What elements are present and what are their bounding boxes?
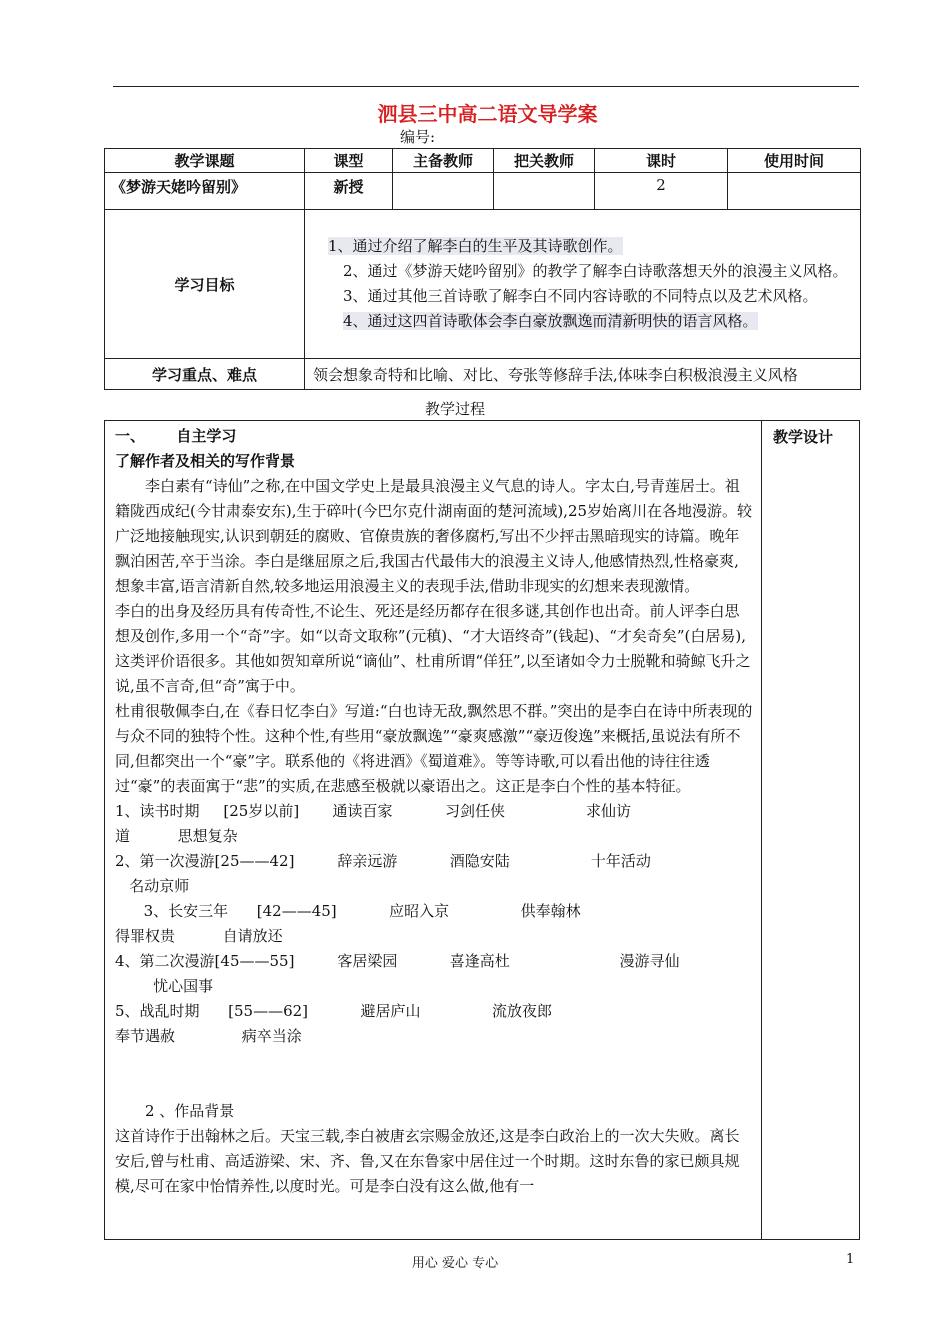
- keypoints-text: 领会想象奇特和比喻、对比、夸张等修辞手法,体味李白积极浪漫主义风格: [305, 359, 861, 390]
- timeline-line: 道 思想复杂: [115, 827, 238, 845]
- process-table: [104, 420, 860, 1240]
- serial-label: 编号:: [400, 128, 436, 146]
- design-column-header: 教学设计: [773, 428, 834, 446]
- lesson-type: 新授: [305, 173, 393, 210]
- footer-motto: 用心 爱心 专心: [411, 1256, 499, 1271]
- timeline-line: 1、读书时期 [25岁以前] 通读百家 习剑任侠 求仙访: [115, 802, 632, 820]
- section-heading: 一、 自主学习: [115, 427, 237, 445]
- lesson-topic: 《梦游天姥吟留别》: [105, 173, 305, 210]
- background-heading: 2 、作品背景: [145, 1102, 235, 1120]
- header-cell: 教学课题: [105, 149, 305, 173]
- keypoints-row: [105, 359, 861, 390]
- review-teacher: [494, 173, 595, 210]
- timeline-line: 5、战乱时期 [55——62] 避居庐山 流放夜郎: [115, 1002, 553, 1020]
- header-cell: 课时: [595, 149, 728, 173]
- goal-item: 2、通过《梦游天姥吟留别》的教学了解李白诗歌落想天外的浪漫主义风格。: [343, 262, 848, 280]
- timeline-line: 4、第二次漫游[45——55] 客居梁园 喜逢高杜 漫游寻仙: [115, 952, 680, 970]
- section-subheading: 了解作者及相关的写作背景: [115, 452, 296, 470]
- goal-item: 1、通过介绍了解李白的生平及其诗歌创作。: [328, 237, 623, 255]
- timeline-line: 3、长安三年 [42——45] 应昭入京 供奉翰林: [115, 902, 581, 920]
- character-paragraph: 杜甫很敬佩李白,在《春日忆李白》写道:“白也诗无敌,飘然思不群。”突出的是李白在诗中所表现的与众不同的独特个性。这种个性,有些用“豪放飘逸”“豪爽感激”“豪迈俊逸”来概括,虽说法有所不同,但都突出一个“豪”字。联系他的《将进酒》《蜀道难》。等等诗歌,可以看出他的诗往往透过“豪”的表面寓于“悲”的实质,在悲感至极就以豪语出之。这正是李白个性的基本特征。: [115, 702, 753, 795]
- process-content: [115, 424, 753, 1199]
- goal-item: 3、通过其他三首诗歌了解李白不同内容诗歌的不同特点以及艺术风格。: [343, 287, 818, 305]
- timeline-line: 名动京师: [115, 877, 190, 895]
- table-row: [105, 173, 861, 210]
- goals-cell: [305, 210, 861, 359]
- header-cell: 把关教师: [494, 149, 595, 173]
- header-cell: 使用时间: [728, 149, 861, 173]
- process-label: 教学过程: [424, 400, 485, 418]
- class-hours: 2: [595, 173, 728, 210]
- lead-teacher: [393, 173, 494, 210]
- column-divider: [761, 421, 762, 1239]
- keypoints-label: 学习重点、难点: [105, 359, 305, 390]
- timeline-line: 忧心国事: [115, 977, 214, 995]
- background-paragraph: 这首诗作于出翰林之后。天宝三载,李白被唐玄宗赐金放还,这是李白政治上的一次大失败。离长安后,曾与杜甫、高适游梁、宋、齐、鲁,又在东鲁家中居住过一个时期。这时东鲁的家已颇具规模,尽可在家中怡情养性,以度时光。可是李白没有这么做,他有一: [115, 1127, 740, 1195]
- criticism-paragraph: 李白的出身及经历具有传奇性,不论生、死还是经历都存在很多谜,其创作也出奇。前人评李白思想及创作,多用一个“奇”字。如“以奇文取称”(元稹)、“才大语终奇”(钱起)、“才矣奇矣”(白居易),这类评价语很多。其他如贺知章所说“谪仙”、杜甫所谓“佯狂”,以至诸如令力士脱靴和骑鲸飞升之说,虽不言奇,但“奇”寓于中。: [115, 602, 751, 695]
- timeline-line: 2、第一次漫游[25——42] 辞亲远游 酒隐安陆 十年活动: [115, 852, 651, 870]
- table-header-row: [105, 149, 861, 173]
- goal-item: 4、通过这四首诗歌体会李白豪放飘逸而清新明快的语言风格。: [343, 312, 758, 330]
- timeline-line: 奉节遇赦 病卒当涂: [115, 1027, 302, 1045]
- top-rule: [113, 86, 859, 87]
- page-title: 泗县三中高二语文导学案: [377, 102, 598, 126]
- timeline-line: 得罪权贵 自请放还: [115, 927, 283, 945]
- goals-label: 学习目标: [105, 210, 305, 359]
- header-cell: 主备教师: [393, 149, 494, 173]
- goals-row: [105, 210, 861, 359]
- header-cell: 课型: [305, 149, 393, 173]
- use-time: [728, 173, 861, 210]
- author-paragraph: 李白素有“诗仙”之称,在中国文学史上是最具浪漫主义气息的诗人。字太白,号青莲居士。祖籍陇西成纪(今甘肃泰安东),生于碎叶(今巴尔克什湖南面的楚河流域),25岁始离川在各地漫游。较广泛地接触现实,认识到朝廷的腐败、官僚贵族的奢侈腐朽,写出不少抨击黑暗现实的诗篇。晚年飘泊困苦,卒于当涂。李白是继屈原之后,我国古代最伟大的浪漫主义诗人,他感情热烈,性格豪爽,想象丰富,语言清新自然,较多地运用浪漫主义的表现手法,借助非现实的幻想来表现激情。: [115, 477, 753, 595]
- page-number: 1: [846, 1252, 855, 1267]
- lesson-info-table: [104, 148, 861, 390]
